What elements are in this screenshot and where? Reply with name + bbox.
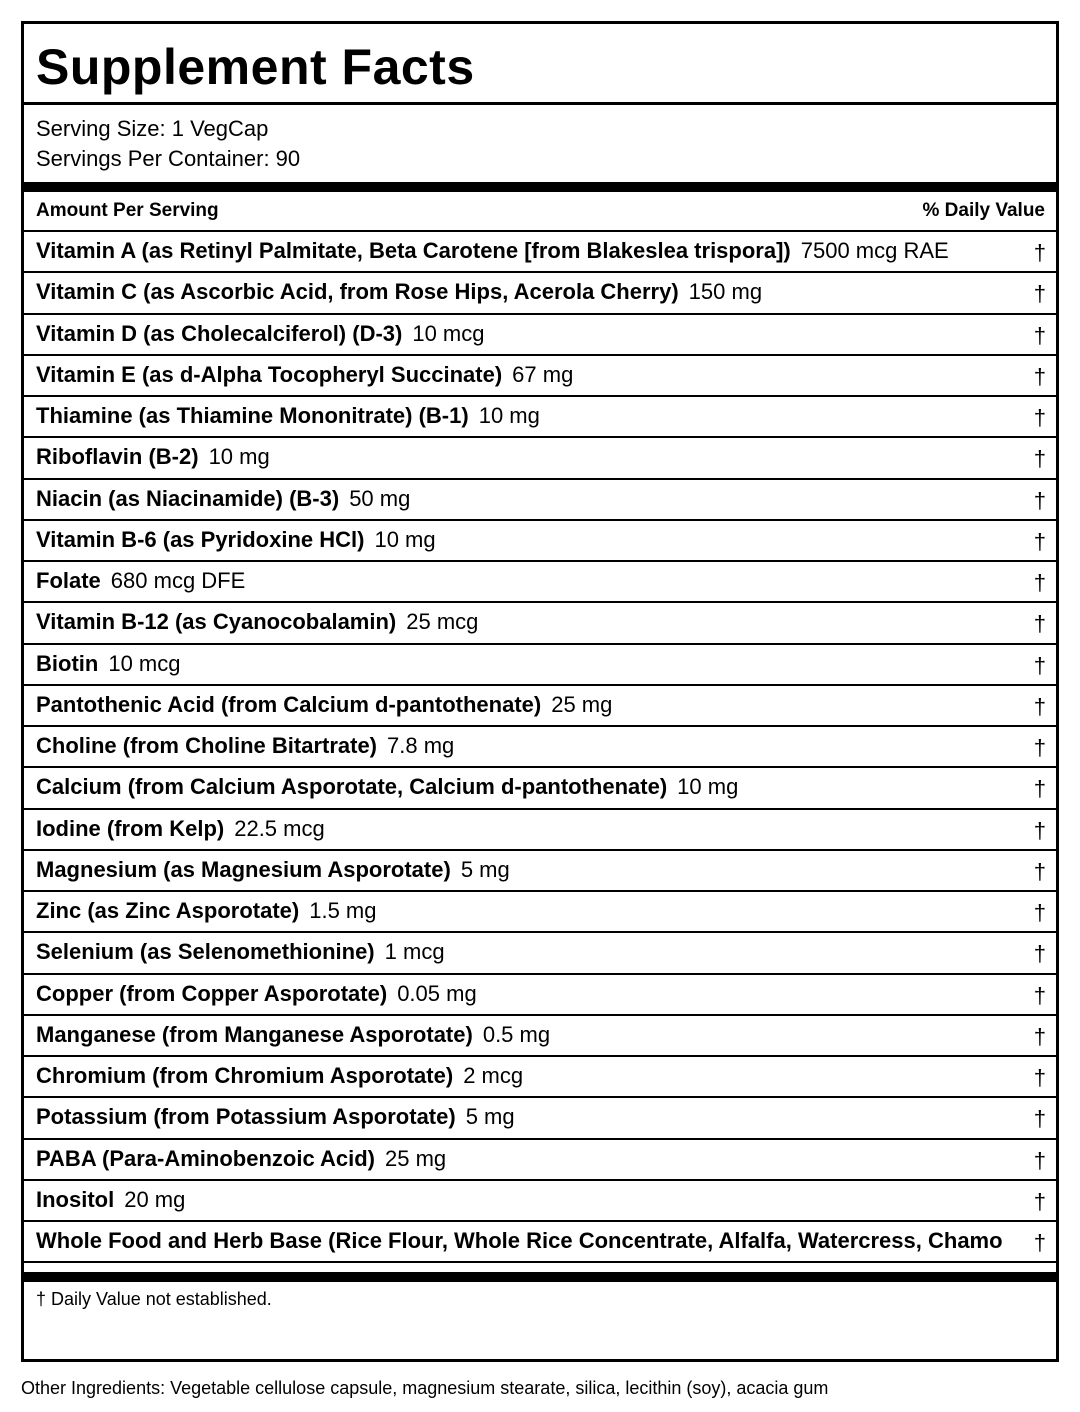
nutrient-name: Magnesium (as Magnesium Asporotate) xyxy=(36,856,451,882)
nutrient-amount: 10 mg xyxy=(478,403,540,428)
daily-value-dagger: † xyxy=(1033,693,1046,719)
nutrient-name: Thiamine (as Thiamine Mononitrate) (B-1) xyxy=(36,403,469,428)
nutrient-row xyxy=(24,768,1056,809)
nutrient-text xyxy=(36,898,376,924)
nutrient-text xyxy=(36,609,478,635)
nutrient-text xyxy=(36,733,454,759)
nutrient-amount: 20 mg xyxy=(124,1186,186,1212)
nutrient-row xyxy=(24,933,1056,974)
nutrient-amount: 10 mg xyxy=(208,444,270,470)
nutrient-text xyxy=(36,1063,523,1089)
nutrient-text xyxy=(36,651,180,677)
nutrient-text xyxy=(36,321,485,347)
nutrient-name: Biotin xyxy=(36,650,99,676)
daily-value-dagger: † xyxy=(1033,240,1046,265)
nutrient-text xyxy=(36,1228,1003,1254)
nutrient-row xyxy=(24,645,1056,686)
daily-value-footnote: † Daily Value not established. xyxy=(36,1289,272,1309)
nutrient-name: Vitamin E (as d-Alpha Tocopheryl Succinate) xyxy=(36,361,503,387)
nutrient-amount: 10 mcg xyxy=(108,650,181,676)
nutrient-row xyxy=(24,438,1056,479)
other-ingredients: Other Ingredients: Vegetable cellulose capsule, magnesium stearate, silica, lecithin (soy), acacia gum xyxy=(21,1378,829,1398)
daily-value-dagger: † xyxy=(1033,611,1046,637)
nutrient-amount: 25 mcg xyxy=(406,609,479,635)
daily-value-dagger: † xyxy=(1033,570,1046,595)
nutrient-amount: 10 mg xyxy=(677,774,739,800)
nutrient-name: Iodine (from Kelp) xyxy=(36,815,225,841)
nutrient-row xyxy=(24,397,1056,438)
nutrient-amount: 5 mg xyxy=(460,856,510,882)
daily-value-dagger: † xyxy=(1033,281,1046,307)
nutrient-text xyxy=(36,774,738,800)
nutrient-name: Whole Food and Herb Base (Rice Flour, Whole Rice Concentrate, Alfalfa, Watercress, Chamo xyxy=(36,1228,1003,1253)
daily-value-dagger: † xyxy=(1033,528,1046,554)
nutrient-name: Selenium (as Selenomethionine) xyxy=(36,939,375,965)
nutrient-text xyxy=(36,486,410,512)
nutrient-name: PABA (Para-Aminobenzoic Acid) xyxy=(36,1145,375,1171)
nutrient-name: Zinc (as Zinc Asporotate) xyxy=(36,898,300,923)
nutrient-row xyxy=(24,521,1056,562)
nutrient-name: Choline (from Choline Bitartrate) xyxy=(36,733,378,758)
nutrient-name: Inositol xyxy=(36,1186,115,1212)
nutrient-amount: 10 mg xyxy=(374,526,436,552)
nutrient-name: Vitamin D (as Cholecalciferol) (D-3) xyxy=(36,320,403,346)
nutrient-row xyxy=(24,356,1056,397)
nutrient-amount: 50 mg xyxy=(349,485,411,511)
nutrient-name: Manganese (from Manganese Asporotate) xyxy=(36,1021,473,1047)
daily-value-header: % Daily Value xyxy=(922,200,1045,221)
nutrient-row xyxy=(24,1181,1056,1222)
nutrient-text xyxy=(36,1146,446,1172)
daily-value-dagger: † xyxy=(1033,1230,1046,1255)
nutrient-row xyxy=(24,273,1056,314)
daily-value-dagger: † xyxy=(1033,322,1046,348)
nutrient-name: Riboflavin (B-2) xyxy=(36,444,199,470)
nutrient-amount: 67 mg xyxy=(512,361,574,387)
daily-value-dagger: † xyxy=(1033,735,1046,760)
nutrient-row xyxy=(24,851,1056,892)
nutrient-row xyxy=(24,1057,1056,1098)
daily-value-dagger: † xyxy=(1033,858,1046,884)
nutrient-text xyxy=(36,527,436,553)
nutrient-text xyxy=(36,362,573,388)
nutrient-name: Niacin (as Niacinamide) (B-3) xyxy=(36,485,340,511)
nutrient-name: Chromium (from Chromium Asporotate) xyxy=(36,1063,454,1088)
nutrient-name: Pantothenic Acid (from Calcium d-pantothenate) xyxy=(36,691,542,717)
amount-per-serving-header: Amount Per Serving xyxy=(36,200,219,221)
nutrient-amount: 1.5 mg xyxy=(309,898,377,923)
daily-value-dagger: † xyxy=(1033,982,1046,1008)
daily-value-dagger: † xyxy=(1033,817,1046,843)
daily-value-dagger: † xyxy=(1033,900,1046,925)
nutrient-text xyxy=(36,279,762,305)
nutrient-amount: 25 mg xyxy=(551,691,613,717)
panel-title: Supplement Facts xyxy=(36,39,475,95)
daily-value-dagger: † xyxy=(1033,1147,1046,1173)
nutrient-name: Vitamin C (as Ascorbic Acid, from Rose Hips, Acerola Cherry) xyxy=(36,279,679,305)
nutrient-name: Folate xyxy=(36,568,101,593)
daily-value-dagger: † xyxy=(1033,776,1046,802)
daily-value-dagger: † xyxy=(1033,1106,1046,1132)
nutrient-amount: 1 mcg xyxy=(384,939,445,965)
nutrient-text xyxy=(36,568,245,594)
nutrient-text xyxy=(36,444,270,470)
supplement-facts-panel xyxy=(21,21,1059,1362)
nutrient-text xyxy=(36,857,510,883)
nutrient-text xyxy=(36,1187,185,1213)
nutrient-amount: 10 mcg xyxy=(412,320,485,346)
nutrient-text xyxy=(36,1022,550,1048)
nutrient-row xyxy=(24,562,1056,603)
servings-per-container: Servings Per Container: 90 xyxy=(36,146,301,171)
nutrient-amount: 22.5 mcg xyxy=(234,815,325,841)
nutrient-row xyxy=(24,975,1056,1016)
nutrient-name: Vitamin B-12 (as Cyanocobalamin) xyxy=(36,609,397,635)
nutrient-name: Potassium (from Potassium Asporotate) xyxy=(36,1104,456,1130)
daily-value-dagger: † xyxy=(1033,446,1046,472)
nutrient-name: Copper (from Copper Asporotate) xyxy=(36,980,388,1006)
nutrient-name: Vitamin B-6 (as Pyridoxine HCl) xyxy=(36,526,365,552)
nutrient-row xyxy=(24,1016,1056,1057)
nutrient-row xyxy=(24,686,1056,727)
nutrient-amount: 2 mcg xyxy=(463,1063,524,1088)
title-divider xyxy=(24,102,1056,105)
nutrient-row xyxy=(24,727,1056,768)
nutrient-row xyxy=(24,230,1056,273)
nutrient-amount: 0.5 mg xyxy=(482,1021,551,1047)
daily-value-dagger: † xyxy=(1033,1065,1046,1090)
nutrient-row xyxy=(24,1140,1056,1181)
nutrient-text xyxy=(36,238,949,264)
daily-value-dagger: † xyxy=(1033,941,1046,967)
nutrient-row xyxy=(24,1098,1056,1139)
nutrient-text xyxy=(36,403,540,429)
serving-size: Serving Size: 1 VegCap xyxy=(36,116,269,141)
daily-value-dagger: † xyxy=(1033,487,1046,513)
nutrient-row xyxy=(24,480,1056,521)
nutrient-text xyxy=(36,939,445,965)
nutrient-row xyxy=(24,1222,1056,1263)
bottom-thick-divider xyxy=(24,1272,1056,1282)
nutrient-row xyxy=(24,892,1056,933)
nutrient-amount: 25 mg xyxy=(385,1145,447,1171)
nutrient-amount: 680 mcg DFE xyxy=(110,568,246,593)
daily-value-dagger: † xyxy=(1033,405,1046,430)
nutrient-text xyxy=(36,692,612,718)
nutrient-amount: 0.05 mg xyxy=(397,980,477,1006)
nutrient-row xyxy=(24,603,1056,644)
nutrient-name: Calcium (from Calcium Asporotate, Calcium d-pantothenate) xyxy=(36,774,668,800)
daily-value-dagger: † xyxy=(1033,1023,1046,1049)
nutrient-text xyxy=(36,816,325,842)
daily-value-dagger: † xyxy=(1033,1188,1046,1214)
nutrient-text xyxy=(36,1104,515,1130)
nutrient-amount: 150 mg xyxy=(688,279,763,305)
nutrient-table xyxy=(24,230,1056,1263)
nutrient-text xyxy=(36,981,477,1007)
daily-value-dagger: † xyxy=(1033,363,1046,389)
thick-divider xyxy=(24,182,1056,192)
nutrient-amount: 7500 mcg RAE xyxy=(800,238,949,263)
nutrient-amount: 5 mg xyxy=(465,1104,515,1130)
daily-value-dagger: † xyxy=(1033,652,1046,678)
nutrient-row xyxy=(24,810,1056,851)
nutrient-row xyxy=(24,315,1056,356)
nutrient-amount: 7.8 mg xyxy=(387,733,455,758)
nutrient-name: Vitamin A (as Retinyl Palmitate, Beta Carotene [from Blakeslea trispora]) xyxy=(36,238,791,263)
